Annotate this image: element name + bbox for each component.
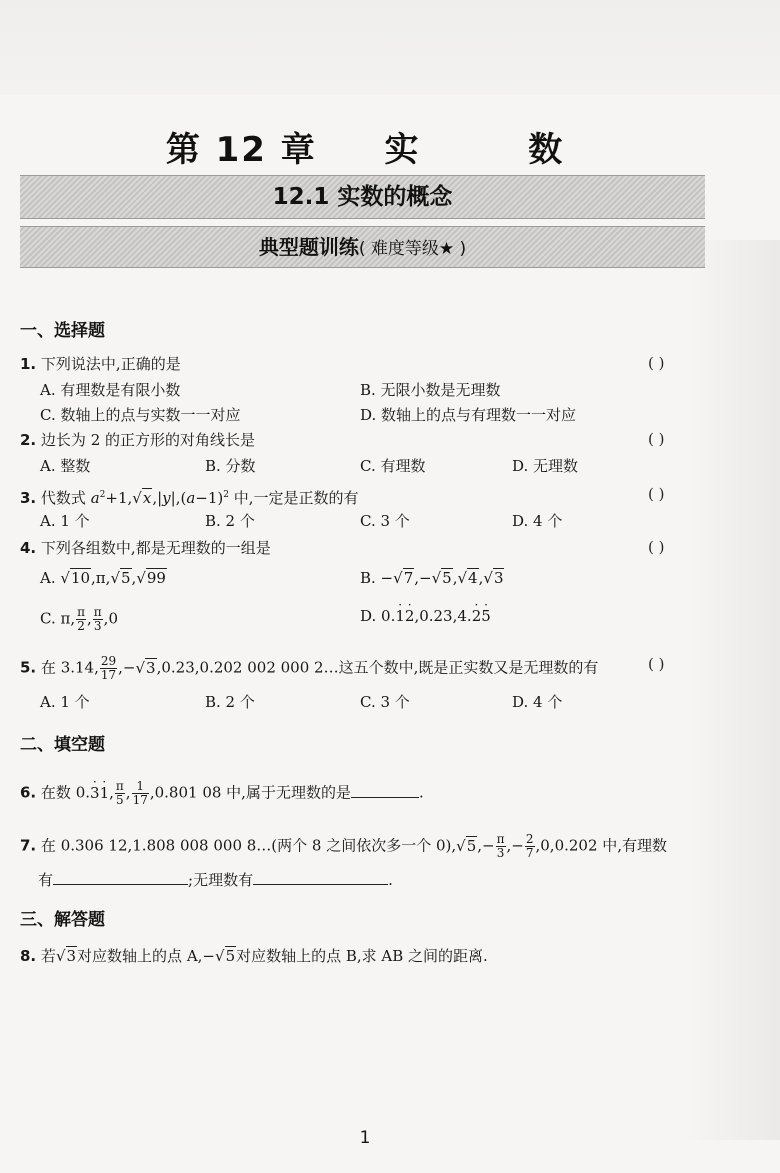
answer-paren: ( )	[648, 538, 665, 556]
option-d: D. 无理数	[512, 457, 579, 475]
answer-paren: ( )	[648, 430, 665, 448]
question-stem: 在 0.306 12,1.808 008 000 8…(两个 8 之间依次多一个 0),	[40, 836, 457, 855]
chapter-word-1: 实	[384, 130, 421, 170]
chapter-word-2: 数	[528, 130, 565, 170]
question-stem-end: 中,一定是正数的有	[233, 489, 359, 507]
option-d: D. 4 个	[512, 693, 563, 711]
question-stem: 在 3.14,	[40, 658, 99, 677]
question-stem: 代数式	[40, 489, 86, 507]
question-number: 8.	[20, 947, 37, 965]
question-number: 4.	[20, 539, 37, 557]
question-stem-end: ,0.23,0.202 002 000 2…这五个数中,既是正实数又是无理数的有	[156, 658, 599, 677]
option-a: A. 1 个	[40, 693, 90, 711]
question-1	[20, 354, 181, 374]
question-8: 8. 若√3对应数轴上的点 A,−√5对应数轴上的点 B,求 AB 之间的距离.	[20, 947, 488, 965]
question-number: 7.	[20, 836, 37, 855]
option-c: C. π, $\frac{\pi}{2}$ , $\frac{\pi}{3}$ ,0	[40, 605, 118, 633]
question-7: 7. 在 0.306 12,1.808 008 000 8…(两个 8 之间依次多一个 0),√5,− $\frac{\pi}{3}$ ,− $\frac{2}{7}$ ,0,0.202 中,有理数	[20, 832, 668, 860]
difficulty-label: ( 难度等级★ )	[358, 239, 467, 259]
option-a: A. 整数	[40, 457, 91, 475]
page-number: 1	[359, 1128, 371, 1148]
question-2	[20, 430, 255, 450]
question-3	[20, 485, 359, 508]
section-heading-fill: 二、填空题	[20, 735, 105, 755]
question-stem: 在数 0.	[40, 783, 91, 802]
option-d: D. 数轴上的点与有理数一一对应	[360, 406, 577, 424]
option-b: B. −√7,−√5,√4,√3	[360, 569, 504, 587]
rational-answer-blank[interactable]	[53, 884, 188, 885]
question-number: 3.	[20, 489, 37, 507]
option-c: C. 3 个	[360, 693, 410, 711]
answer-paren: ( )	[648, 655, 665, 673]
option-c: C. 数轴上的点与实数一一对应	[40, 406, 241, 424]
question-number: 1.	[20, 355, 37, 373]
option-b: B. 分数	[205, 457, 256, 475]
section-heading-choice: 一、选择题	[20, 321, 105, 341]
option-c: C. 3 个	[360, 512, 410, 530]
question-stem: 下列说法中,正确的是	[40, 355, 181, 373]
question-4	[20, 538, 271, 558]
answer-paren: ( )	[648, 354, 665, 372]
question-6: 6. 在数 0.· 3· 1, $\frac{\pi}{5}$ , $\frac{1}{17}$ ,0.801 08 中,属于无理数的是 .	[20, 780, 424, 807]
option-c: C. 有理数	[360, 457, 426, 475]
question-stem-end: ,0,0.202 中,有理数	[535, 836, 668, 855]
question-5: 5. 在 3.14, $\frac{29}{17}$ ,−√3,0.23,0.202 002 000 2…这五个数中,既是正实数又是无理数的有	[20, 654, 599, 682]
training-title: 典型题训练	[258, 235, 359, 259]
option-d: D. 0.· 1· 2,0.23,4.· 2· 5	[360, 606, 491, 626]
question-stem: 下列各组数中,都是无理数的一组是	[40, 539, 271, 557]
option-b: B. 2 个	[205, 693, 255, 711]
question-stem-end: ,0.801 08 中,属于无理数的是	[149, 783, 351, 802]
answer-paren: ( )	[648, 485, 665, 503]
section-heading-solve: 三、解答题	[20, 910, 105, 930]
page-top-strip	[0, 0, 780, 95]
question-7-line-2: 有 ;无理数有 .	[38, 871, 393, 889]
chapter-title	[0, 122, 730, 171]
chapter-number: 第 12 章	[165, 130, 317, 170]
question-number: 2.	[20, 431, 37, 449]
answer-blank[interactable]	[351, 797, 419, 798]
math-expression: $a^2+1,√x,|y|,(a-1)^2$	[90, 489, 229, 507]
page-edge-shadow	[685, 240, 780, 1140]
training-banner	[20, 226, 705, 268]
option-a: A. 有理数是有限小数	[40, 381, 181, 399]
question-number: 5.	[20, 658, 37, 677]
option-b: B. 无限小数是无理数	[360, 381, 501, 399]
option-b: B. 2 个	[205, 512, 255, 530]
question-stem: 边长为 2 的正方形的对角线长是	[40, 431, 256, 449]
section-title: 12.1 实数的概念	[272, 184, 453, 210]
question-number: 6.	[20, 783, 37, 802]
option-a: A. 1 个	[40, 512, 90, 530]
section-banner	[20, 175, 705, 219]
irrational-answer-blank[interactable]	[253, 884, 388, 885]
option-a: A. √10,π,√5,√99	[40, 569, 166, 587]
option-d: D. 4 个	[512, 512, 563, 530]
